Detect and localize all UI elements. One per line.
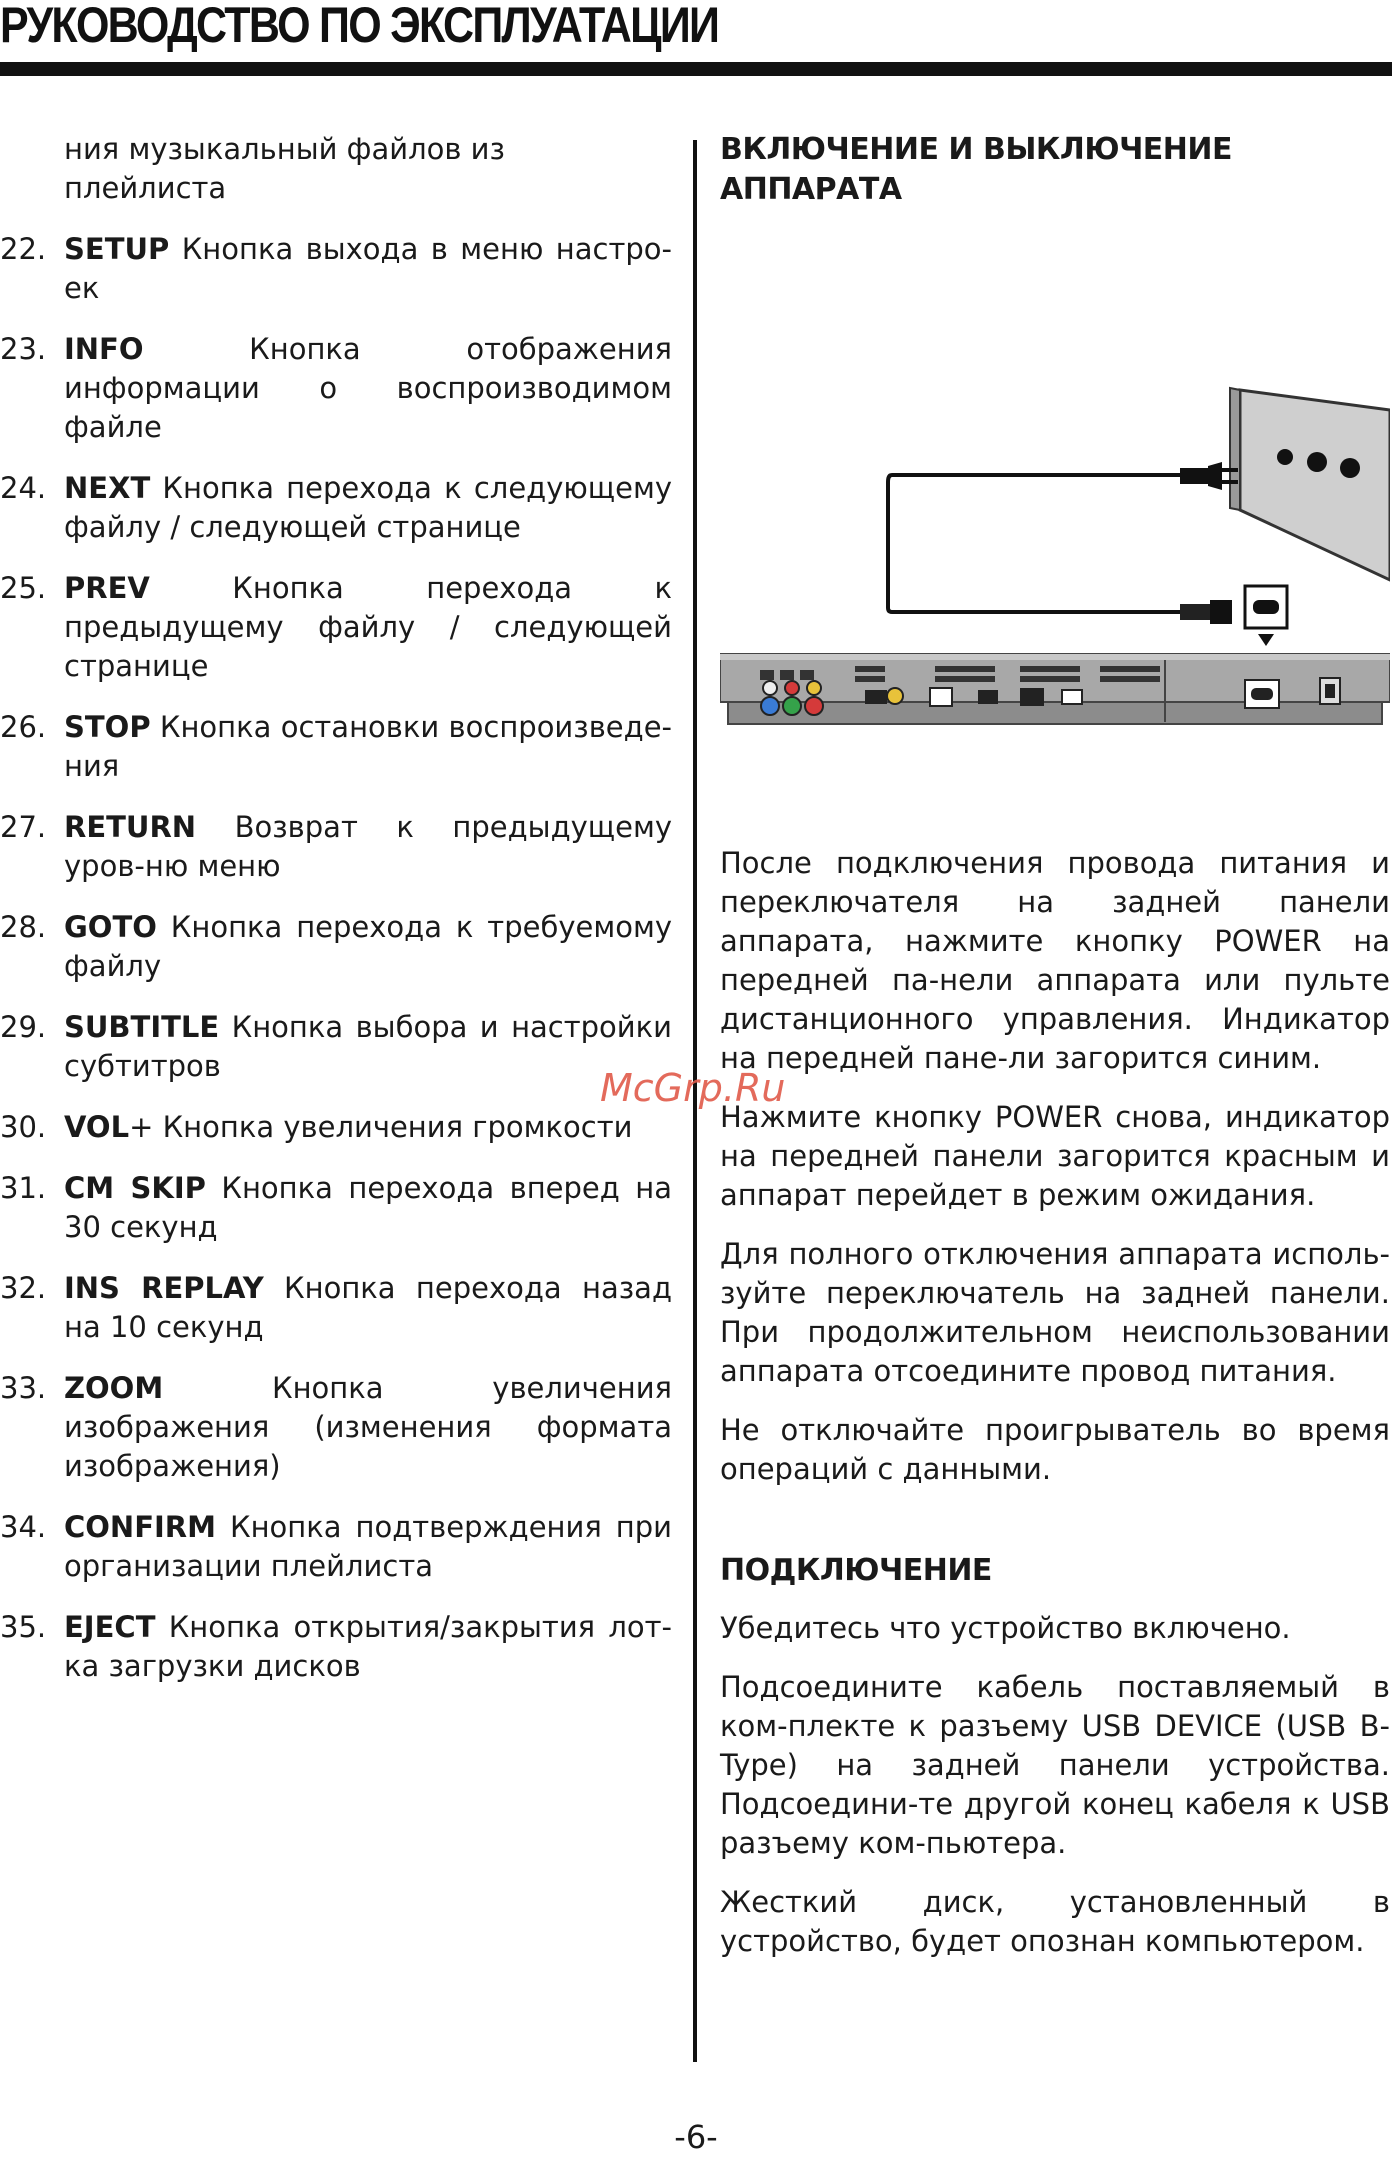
right-column [720, 130, 1390, 1981]
item-description: Кнопка перехода к предыдущему файлу / следующей странице [64, 571, 672, 683]
item-description: Кнопка выхода в меню настро-ек [64, 232, 672, 305]
item-key: INFO [64, 332, 144, 366]
item-number: 22. [0, 232, 47, 266]
wall-socket-icon [1230, 388, 1390, 580]
item-description: Кнопка перехода к требуемому файлу [64, 910, 672, 983]
item-key: STOP [64, 710, 151, 744]
item-description: Кнопка перехода к следующему файлу / следующей странице [64, 471, 672, 544]
list-item [0, 1608, 672, 1686]
item-number: 28. [0, 910, 47, 944]
item-key: RETURN [64, 810, 197, 844]
connect-heading: ПОДКЛЮЧЕНИЕ [720, 1553, 992, 1588]
left-column [0, 130, 672, 1708]
item-key: EJECT [64, 1610, 156, 1644]
item-key: NEXT [64, 471, 151, 505]
list-item [0, 1108, 672, 1147]
power-cable [888, 475, 1190, 612]
list-item [0, 569, 672, 686]
page-title: РУКОВОДСТВО ПО ЭКСПЛУАТАЦИИ [0, 0, 719, 53]
item-description: Кнопка перехода назад на 10 секунд [64, 1271, 672, 1344]
power-connection-diagram [720, 210, 1390, 844]
item-key: VOL [64, 1110, 130, 1144]
iec-connector-icon [1180, 600, 1232, 624]
item-number: 29. [0, 1010, 47, 1044]
paragraph: Жесткий диск, установленный в устройство, будет опознан компьютером. [720, 1885, 1390, 1958]
power-text [720, 844, 1390, 1489]
arrow-down-icon [1258, 634, 1274, 646]
item-number: 34. [0, 1510, 47, 1544]
item-number: 31. [0, 1171, 47, 1205]
page-number: -6- [674, 2118, 718, 2156]
item-description: Кнопка выбора и настройки субтитров [64, 1010, 672, 1083]
list-item [0, 1169, 672, 1247]
item-description: Кнопка подтверждения при организации плейлиста [64, 1510, 672, 1583]
item-key: CONFIRM [64, 1510, 216, 1544]
list-continuation: ния музыкальный файлов из плейлиста [64, 132, 505, 205]
list-item [0, 1269, 672, 1347]
list-item [0, 1508, 672, 1586]
watermark: McGrp.Ru [600, 1066, 786, 1110]
item-key: CM SKIP [64, 1171, 206, 1205]
button-list [0, 230, 672, 1686]
connection-illustration [720, 210, 1390, 844]
item-description: Кнопка перехода вперед на 30 секунд [64, 1171, 672, 1244]
item-key: INS REPLAY [64, 1271, 264, 1305]
list-item [0, 708, 672, 786]
paragraph: После подключения провода питания и переключателя на задней панели аппарата, нажмите кнопку POWER на передней па-нели аппарата или пульте дистанционного управления. Индикатор на передней пане-ли загорится синим. [720, 846, 1390, 1075]
connect-text [720, 1609, 1390, 1961]
item-number: 32. [0, 1271, 47, 1305]
paragraph: Для полного отключения аппарата исполь-зуйте переключатель на задней панели. При продолжительном неиспользовании аппарата отсоедините провод питания. [720, 1237, 1390, 1388]
list-item [0, 1369, 672, 1486]
list-item [0, 1008, 672, 1086]
list-item [0, 230, 672, 308]
item-number: 35. [0, 1610, 47, 1644]
power-inlet-symbol-icon [1245, 586, 1287, 628]
item-number: 24. [0, 471, 47, 505]
item-number: 27. [0, 810, 47, 844]
paragraph: Убедитесь что устройство включено. [720, 1611, 1291, 1645]
power-heading: ВКЛЮЧЕНИЕ И ВЫКЛЮЧЕНИЕ АППАРАТА [720, 132, 1233, 207]
list-item [0, 469, 672, 547]
item-number: 33. [0, 1371, 47, 1405]
list-item [0, 808, 672, 886]
list-item [0, 330, 672, 447]
item-key: SUBTITLE [64, 1010, 220, 1044]
item-description: Возврат к предыдущему уров-ню меню [64, 810, 672, 883]
item-description: Кнопка отображения информации о воспроизводимом файле [64, 332, 672, 444]
item-description: Кнопка увеличения изображения (изменения формата изображения) [64, 1371, 672, 1483]
list-item [0, 908, 672, 986]
item-key: ZOOM [64, 1371, 164, 1405]
item-number: 30. [0, 1110, 47, 1144]
item-number: 26. [0, 710, 47, 744]
paragraph: Нажмите кнопку POWER снова, индикатор на передней панели загорится красным и аппарат перейдет в режим ожидания. [720, 1100, 1390, 1212]
item-description: Кнопка остановки воспроизведе-ния [64, 710, 672, 783]
item-key: SETUP [64, 232, 170, 266]
paragraph: Не отключайте проигрыватель во время операций с данными. [720, 1413, 1390, 1486]
item-key: PREV [64, 571, 150, 605]
device-rear-panel [720, 654, 1390, 724]
paragraph: Подсоедините кабель поставляемый в ком-плекте к разъему USB DEVICE (USB B-Type) на задней панели устройства. Подсоедини-те другой конец кабеля к USB разъему ком-пьютера. [720, 1670, 1390, 1860]
item-description: Кнопка открытия/закрытия лот-ка загрузки дисков [64, 1610, 672, 1683]
item-number: 23. [0, 332, 47, 366]
item-key: GOTO [64, 910, 157, 944]
header-rule [0, 62, 1392, 76]
item-description: + Кнопка увеличения громкости [129, 1110, 633, 1144]
item-number: 25. [0, 571, 47, 605]
